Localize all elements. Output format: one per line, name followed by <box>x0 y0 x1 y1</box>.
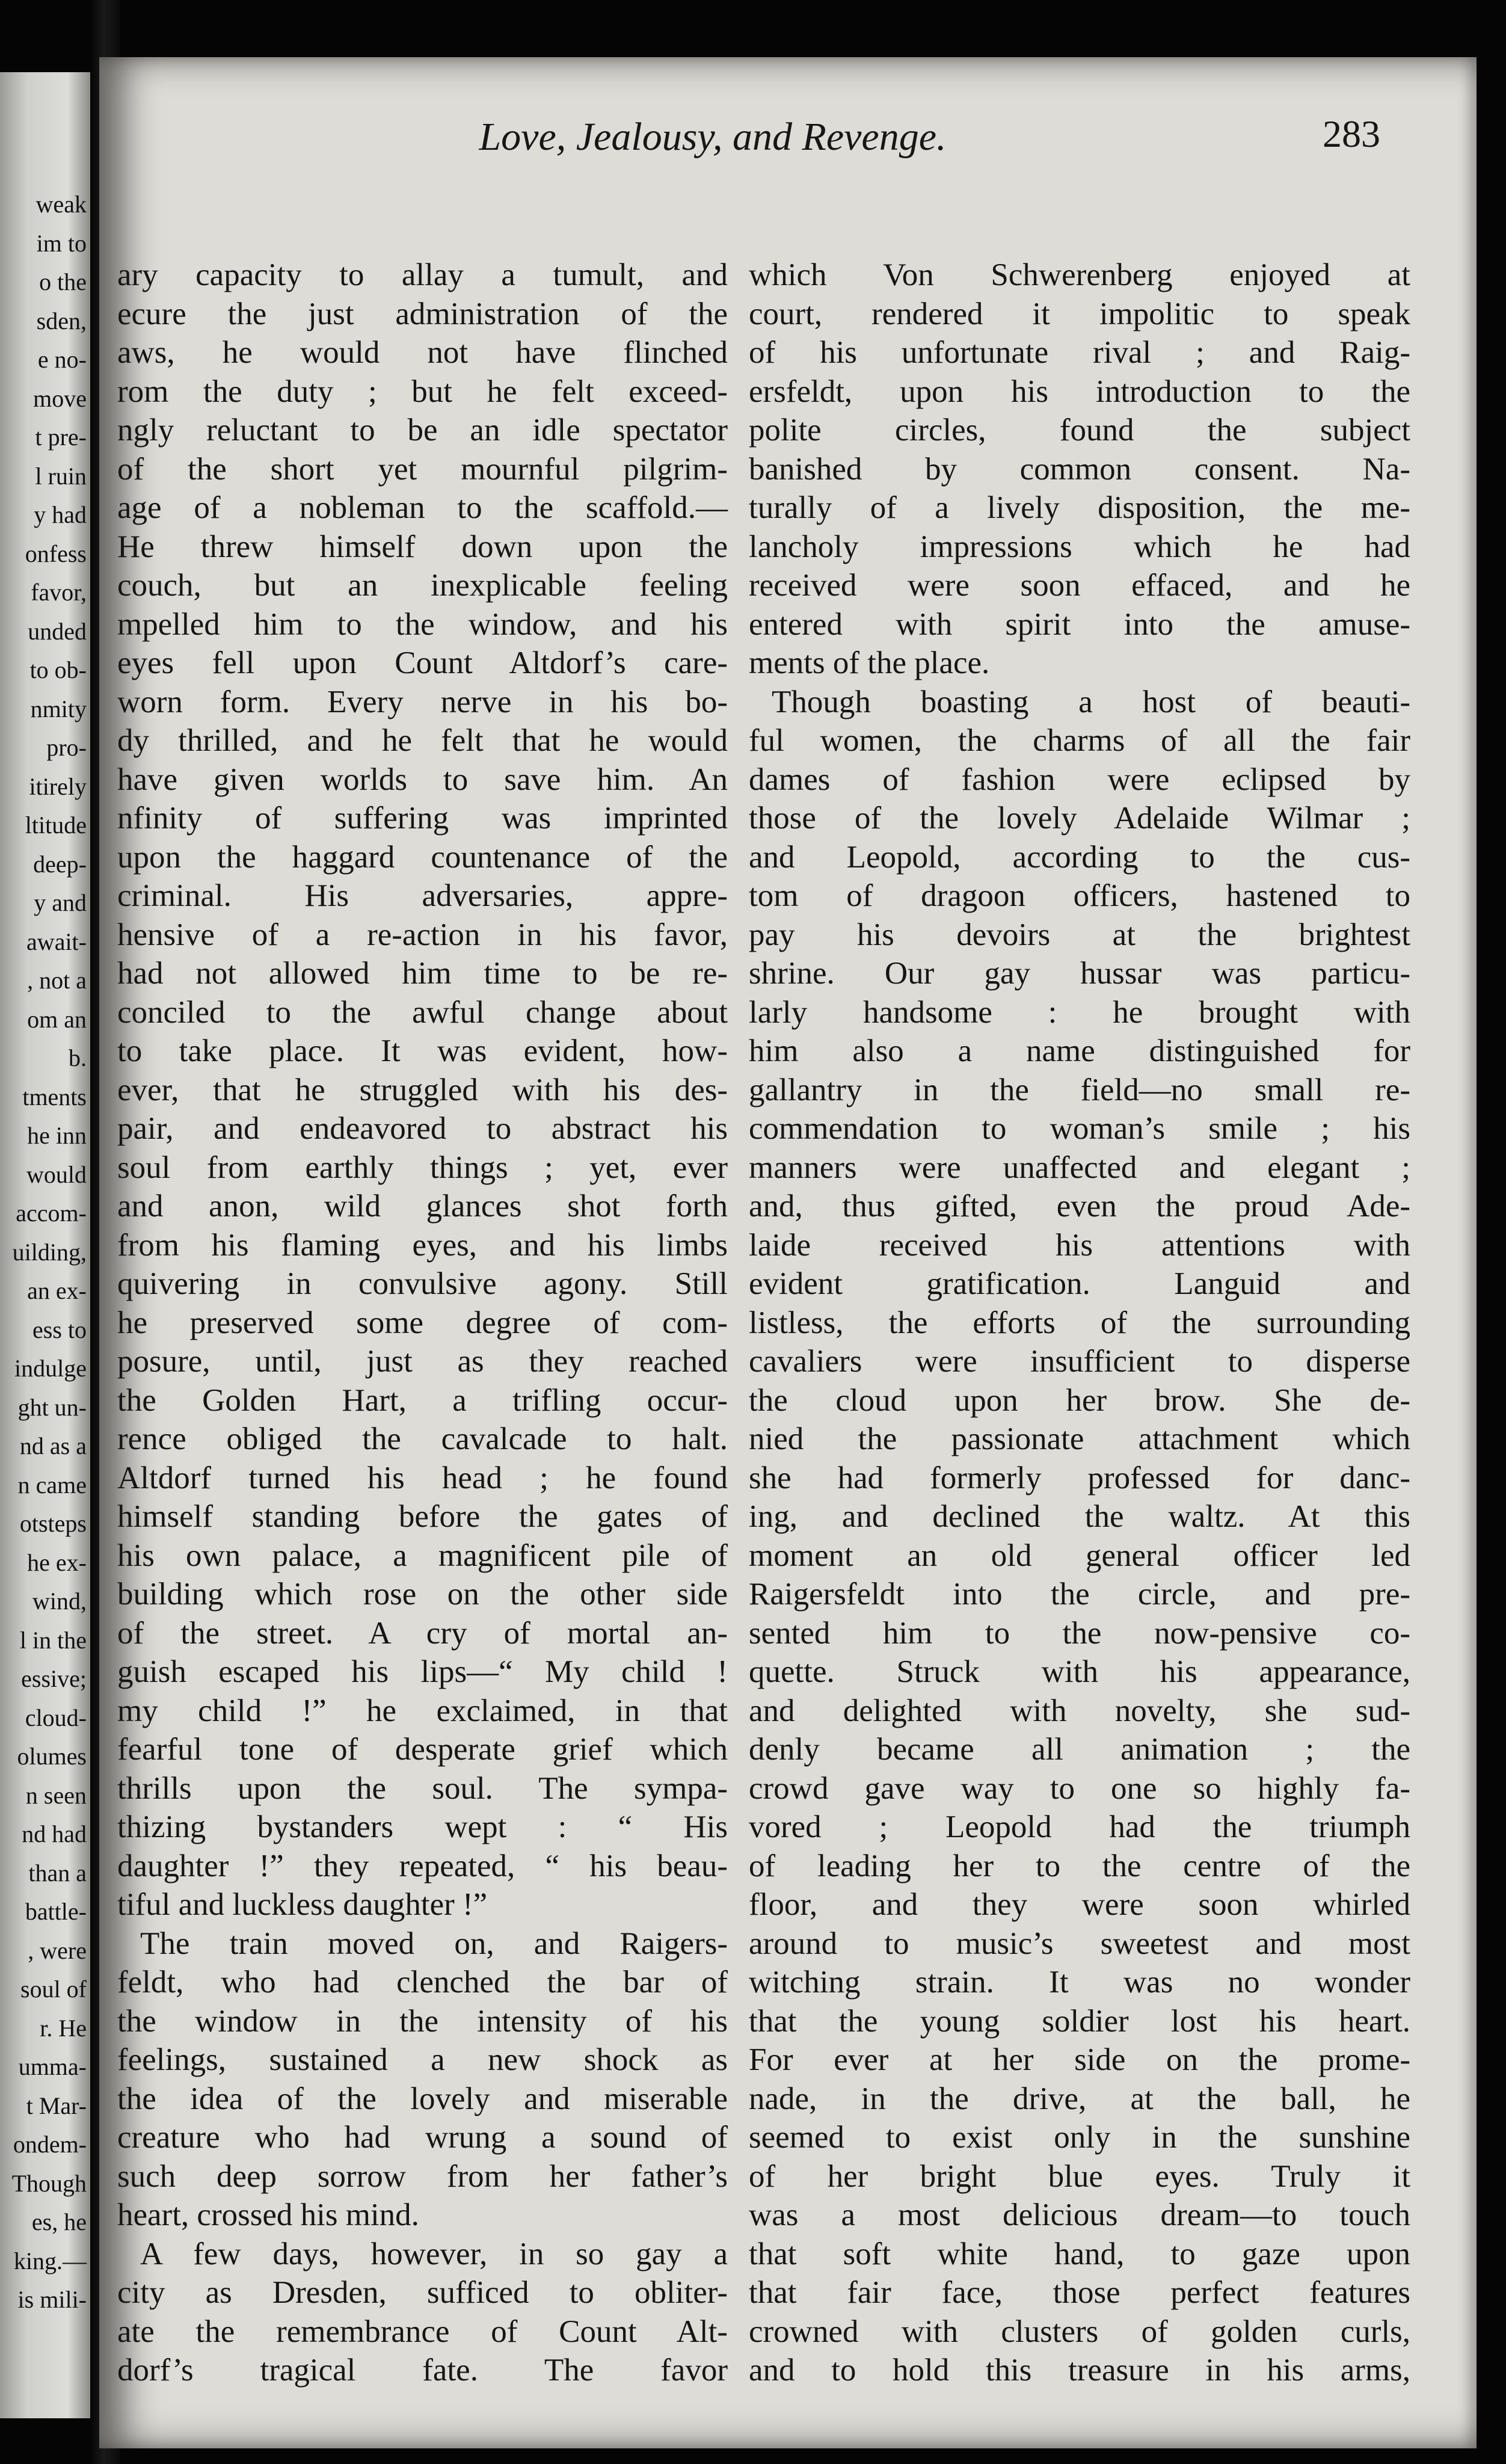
left-column-text-line: guish escaped his lips—“ My child ! <box>117 1654 728 1689</box>
previous-page-fragment: y and <box>34 889 87 916</box>
right-column-text-line: of leading her to the centre of the <box>749 1848 1410 1883</box>
previous-page-fragment: await- <box>26 928 87 955</box>
previous-page-fragment: pro- <box>46 734 87 761</box>
previous-page-fragment: to ob- <box>29 656 87 683</box>
right-column-text-line: and to hold this treasure in his arms, <box>749 2353 1410 2388</box>
previous-page-fragment: deep- <box>33 850 87 878</box>
running-head <box>99 114 1477 162</box>
previous-page-fragment: itirely <box>29 772 87 800</box>
right-column-text-line: tom of dragoon officers, hastened to <box>749 878 1410 913</box>
previous-page-fragment: im to <box>36 229 87 257</box>
book-page <box>99 57 1477 2448</box>
previous-page-fragment: e no- <box>37 346 87 373</box>
left-column-text-line: ngly reluctant to be an idle spectator <box>117 413 728 448</box>
left-column-text-line: conciled to the awful change about <box>117 994 728 1030</box>
right-text-column <box>749 256 1410 2390</box>
left-column-text-line: fearful tone of desperate grief which <box>117 1732 728 1767</box>
right-column-text-line: of her bright blue eyes. Truly it <box>749 2158 1410 2194</box>
right-column-text-line: laide received his attentions with <box>749 1227 1410 1263</box>
left-column-text-line: eyes fell upon Count Altdorf’s care- <box>117 645 728 680</box>
left-column-text-line: daughter !” they repeated, “ his beau- <box>117 1848 728 1883</box>
right-column-text-line: those of the lovely Adelaide Wilmar ; <box>749 801 1410 836</box>
left-column-text-line: aws, he would not have flinched <box>117 335 728 370</box>
left-column-text-line: creature who had wrung a sound of <box>117 2120 728 2155</box>
right-column-text-line: around to music’s sweetest and most <box>749 1926 1410 1961</box>
previous-page-fragment: than a <box>28 1859 87 1886</box>
left-column-text-line: the window in the intensity of his <box>117 2003 728 2039</box>
right-column-text-line: was a most delicious dream—to touch <box>749 2198 1410 2232</box>
left-column-text-line: criminal. His adversaries, appre- <box>117 878 728 913</box>
previous-page-fragment: b. <box>69 1044 87 1071</box>
previous-page-fragment: n came <box>17 1471 87 1498</box>
left-column-text-line: rence obliged the cavalcade to halt. <box>117 1421 728 1456</box>
right-column-text-line: banished by common consent. Na- <box>749 451 1410 487</box>
left-column-text-line: my child !” he exclaimed, in that <box>117 1693 728 1728</box>
right-column-text-line: received were soon effaced, and he <box>749 568 1410 603</box>
right-column-text-line: that soft white hand, to gaze upon <box>749 2236 1410 2272</box>
previous-page-fragment: r. He <box>40 2014 87 2042</box>
right-column-text-line: commendation to woman’s smile ; his <box>749 1111 1410 1146</box>
previous-page-fragment: an ex- <box>27 1277 87 1304</box>
right-column-text-line: which Von Schwerenberg enjoyed at <box>749 257 1410 292</box>
left-column-text-line: worn form. Every nerve in his bo- <box>117 684 728 719</box>
previous-page-fragment: otsteps <box>19 1510 87 1537</box>
left-column-text-line: feldt, who had clenched the bar of <box>117 1965 728 2000</box>
previous-page-fragment: king.— <box>13 2247 87 2275</box>
previous-page-fragment: ess to <box>32 1316 87 1343</box>
right-column-text-line: ments of the place. <box>749 645 990 680</box>
previous-page-fragment: weak <box>35 191 87 218</box>
previous-page-fragment: Though <box>11 2169 87 2197</box>
right-column-text-line: cavaliers were insufficient to disperse <box>749 1344 1410 1379</box>
right-column-text-line: Raigersfeldt into the circle, and pre- <box>749 1577 1410 1612</box>
left-column-text-line: thrills upon the soul. The sympa- <box>117 1770 728 1806</box>
right-column-text-line: vored ; Leopold had the triumph <box>749 1810 1410 1844</box>
left-column-text-line: ecure the just administration of the <box>117 296 728 331</box>
right-column-text-line: him also a name distinguished for <box>749 1033 1410 1068</box>
right-column-text-line: pay his devoirs at the brightest <box>749 917 1410 952</box>
previous-page-fragment: battle- <box>25 1898 87 1925</box>
right-column-text-line: ersfeldt, upon his introduction to the <box>749 374 1410 409</box>
left-column-text-line: heart, crossed his mind. <box>117 2198 419 2232</box>
previous-page-fragment: t pre- <box>35 424 87 451</box>
previous-page-fragment: he inn <box>27 1122 87 1149</box>
previous-page-fragment: he ex- <box>27 1548 87 1576</box>
previous-page-fragment: indulge <box>14 1355 87 1382</box>
previous-page-fragment: accom- <box>16 1200 87 1227</box>
left-column-text-line: dorf’s tragical fate. The favor <box>117 2353 728 2388</box>
right-column-text-line: that fair face, those perfect features <box>749 2275 1410 2310</box>
left-column-text-line: age of a nobleman to the scaffold.— <box>117 490 728 525</box>
right-column-text-line: denly became all animation ; the <box>749 1732 1410 1767</box>
right-column-text-line: gallantry in the field—no small re- <box>749 1072 1410 1107</box>
right-column-text-line: turally of a lively disposition, the me- <box>749 490 1410 525</box>
right-column-text-line: court, rendered it impolitic to speak <box>749 296 1410 331</box>
right-column-text-line: and, thus gifted, even the proud Ade- <box>749 1189 1410 1224</box>
right-column-text-line: ing, and declined the waltz. At this <box>749 1499 1410 1534</box>
right-column-text-line: Though boasting a host of beauti- <box>772 684 1410 719</box>
right-column-text-line: the cloud upon her brow. She de- <box>749 1382 1410 1418</box>
previous-page-fragment: nd had <box>22 1820 87 1847</box>
left-column-text-line: ary capacity to allay a tumult, and <box>117 257 728 292</box>
left-column-text-line: of the short yet mournful pilgrim- <box>117 451 728 487</box>
previous-page-fragment: would <box>26 1160 87 1188</box>
right-column-text-line: larly handsome : he brought with <box>749 994 1410 1030</box>
right-column-text-line: nied the passionate attachment which <box>749 1421 1410 1456</box>
left-column-text-line: feelings, sustained a new shock as <box>117 2042 728 2077</box>
previous-page-edge <box>0 72 90 2418</box>
previous-page-fragment: t Mar- <box>26 2092 87 2119</box>
previous-page-fragment: cloud- <box>25 1704 87 1731</box>
left-column-text-line: couch, but an inexplicable feeling <box>117 568 728 603</box>
left-column-text-line: posure, until, just as they reached <box>117 1344 728 1379</box>
left-column-text-line: rom the duty ; but he felt exceed- <box>117 374 728 409</box>
previous-page-fragment: om an <box>27 1005 87 1033</box>
previous-page-fragment: umma- <box>18 2053 87 2080</box>
left-column-text-line: quivering in convulsive agony. Still <box>117 1266 728 1301</box>
left-column-text-line: hensive of a re-action in his favor, <box>117 917 728 952</box>
left-column-text-line: the Golden Hart, a trifling occur- <box>117 1382 728 1418</box>
right-column-text-line: crowned with clusters of golden curls, <box>749 2314 1410 2349</box>
left-column-text-line: A few days, however, in so gay a <box>140 2236 728 2272</box>
previous-page-fragment: uilding, <box>12 1238 87 1266</box>
previous-page-fragment: move <box>33 384 87 412</box>
left-column-text-line: of the street. A cry of mortal an- <box>117 1615 728 1651</box>
running-title: Love, Jealousy, and Revenge. <box>479 115 947 159</box>
right-column-text-line: lancholy impressions which he had <box>749 529 1410 564</box>
previous-page-fragment: sden, <box>36 307 87 334</box>
right-column-text-line: dames of fashion were eclipsed by <box>749 762 1410 797</box>
right-column-text-line: quette. Struck with his appearance, <box>749 1654 1410 1689</box>
right-column-text-line: crowd gave way to one so highly fa- <box>749 1770 1410 1806</box>
left-column-text-line: soul from earthly things ; yet, ever <box>117 1150 728 1185</box>
previous-page-fragment: unded <box>28 617 87 645</box>
left-column-text-line: he preserved some degree of com- <box>117 1305 728 1340</box>
previous-page-fragment: olumes <box>17 1743 87 1770</box>
left-column-text-line: had not allowed him time to be re- <box>117 956 728 991</box>
right-column-text-line: ful women, the charms of all the fair <box>749 723 1410 758</box>
left-column-text-line: city as Dresden, sufficed to obliter- <box>117 2275 728 2310</box>
previous-page-fragment: tments <box>22 1083 87 1110</box>
previous-page-fragment: ltitude <box>25 812 87 839</box>
right-column-text-line: of his unfortunate rival ; and Raig- <box>749 335 1410 370</box>
left-column-text-line: tiful and luckless daughter !” <box>117 1887 488 1922</box>
previous-page-fragment: ght un- <box>17 1393 87 1421</box>
left-column-text-line: Altdorf turned his head ; he found <box>117 1460 728 1495</box>
previous-page-fragment: essive; <box>21 1665 87 1692</box>
previous-page-fragment: es, he <box>31 2208 87 2235</box>
left-column-text-line: dy thrilled, and he felt that he would <box>117 723 728 758</box>
previous-page-fragment: is mili- <box>17 2286 87 2313</box>
right-column-text-line: sented him to the now-pensive co- <box>749 1615 1410 1651</box>
previous-page-fragment: onfess <box>25 540 87 567</box>
left-column-text-line: thizing bystanders wept : “ His <box>117 1810 728 1844</box>
left-text-column <box>117 256 728 2390</box>
right-column-text-line: witching strain. It was no wonder <box>749 1965 1410 2000</box>
left-column-text-line: the idea of the lovely and miserable <box>117 2081 728 2116</box>
previous-page-fragment: l in the <box>19 1626 87 1654</box>
left-column-text-line: to take place. It was evident, how- <box>117 1033 728 1068</box>
left-column-text-line: ate the remembrance of Count Alt- <box>117 2314 728 2349</box>
left-column-text-line: such deep sorrow from her father’s <box>117 2158 728 2194</box>
right-column-text-line: manners were unaffected and elegant ; <box>749 1150 1410 1185</box>
previous-page-fragment: n seen <box>25 1781 87 1809</box>
right-column-text-line: listless, the efforts of the surrounding <box>749 1305 1410 1340</box>
left-column-text-line: The train moved on, and Raigers- <box>140 1926 728 1961</box>
previous-page-fragment: soul of <box>20 1976 87 2003</box>
right-column-text-line: shrine. Our gay hussar was particu- <box>749 956 1410 991</box>
left-column-text-line: from his flaming eyes, and his limbs <box>117 1227 728 1263</box>
page-number: 283 <box>1323 112 1380 155</box>
previous-page-fragment: favor, <box>31 579 87 606</box>
right-column-text-line: that the young soldier lost his heart. <box>749 2003 1410 2039</box>
left-column-text-line: ever, that he struggled with his des- <box>117 1072 728 1107</box>
right-column-text-line: and Leopold, according to the cus- <box>749 839 1410 875</box>
right-column-text-line: seemed to exist only in the sunshine <box>749 2120 1410 2155</box>
previous-page-fragment: nd as a <box>19 1432 87 1459</box>
right-column-text-line: For ever at her side on the prome- <box>749 2042 1410 2077</box>
left-column-text-line: upon the haggard countenance of the <box>117 839 728 875</box>
previous-page-fragment: wind, <box>32 1588 87 1615</box>
right-column-text-line: and delighted with novelty, she sud- <box>749 1693 1410 1728</box>
left-column-text-line: He threw himself down upon the <box>117 529 728 564</box>
left-column-text-line: mpelled him to the window, and his <box>117 606 728 642</box>
left-column-text-line: his own palace, a magnificent pile of <box>117 1538 728 1573</box>
left-column-text-line: building which rose on the other side <box>117 1577 728 1612</box>
previous-page-fragment: , not a <box>27 967 87 994</box>
right-column-text-line: she had formerly professed for danc- <box>749 1460 1410 1495</box>
previous-page-fragment: o the <box>39 268 87 295</box>
previous-page-fragment: ondem- <box>13 2131 87 2158</box>
right-column-text-line: nade, in the drive, at the ball, he <box>749 2081 1410 2116</box>
previous-page-fragment: , were <box>28 1936 87 1964</box>
right-column-text-line: entered with spirit into the amuse- <box>749 606 1410 642</box>
left-column-text-line: have given worlds to save him. An <box>117 762 728 797</box>
previous-page-fragment: l ruin <box>35 462 87 490</box>
previous-page-fragment: nmity <box>30 695 87 722</box>
left-column-text-line: himself standing before the gates of <box>117 1499 728 1534</box>
left-column-text-line: pair, and endeavored to abstract his <box>117 1111 728 1146</box>
left-column-text-line: nfinity of suffering was imprinted <box>117 801 728 836</box>
right-column-text-line: moment an old general officer led <box>749 1538 1410 1573</box>
right-column-text-line: evident gratification. Languid and <box>749 1266 1410 1301</box>
right-column-text-line: floor, and they were soon whirled <box>749 1887 1410 1922</box>
left-column-text-line: and anon, wild glances shot forth <box>117 1189 728 1224</box>
previous-page-fragment: y had <box>34 501 87 528</box>
right-column-text-line: polite circles, found the subject <box>749 413 1410 448</box>
